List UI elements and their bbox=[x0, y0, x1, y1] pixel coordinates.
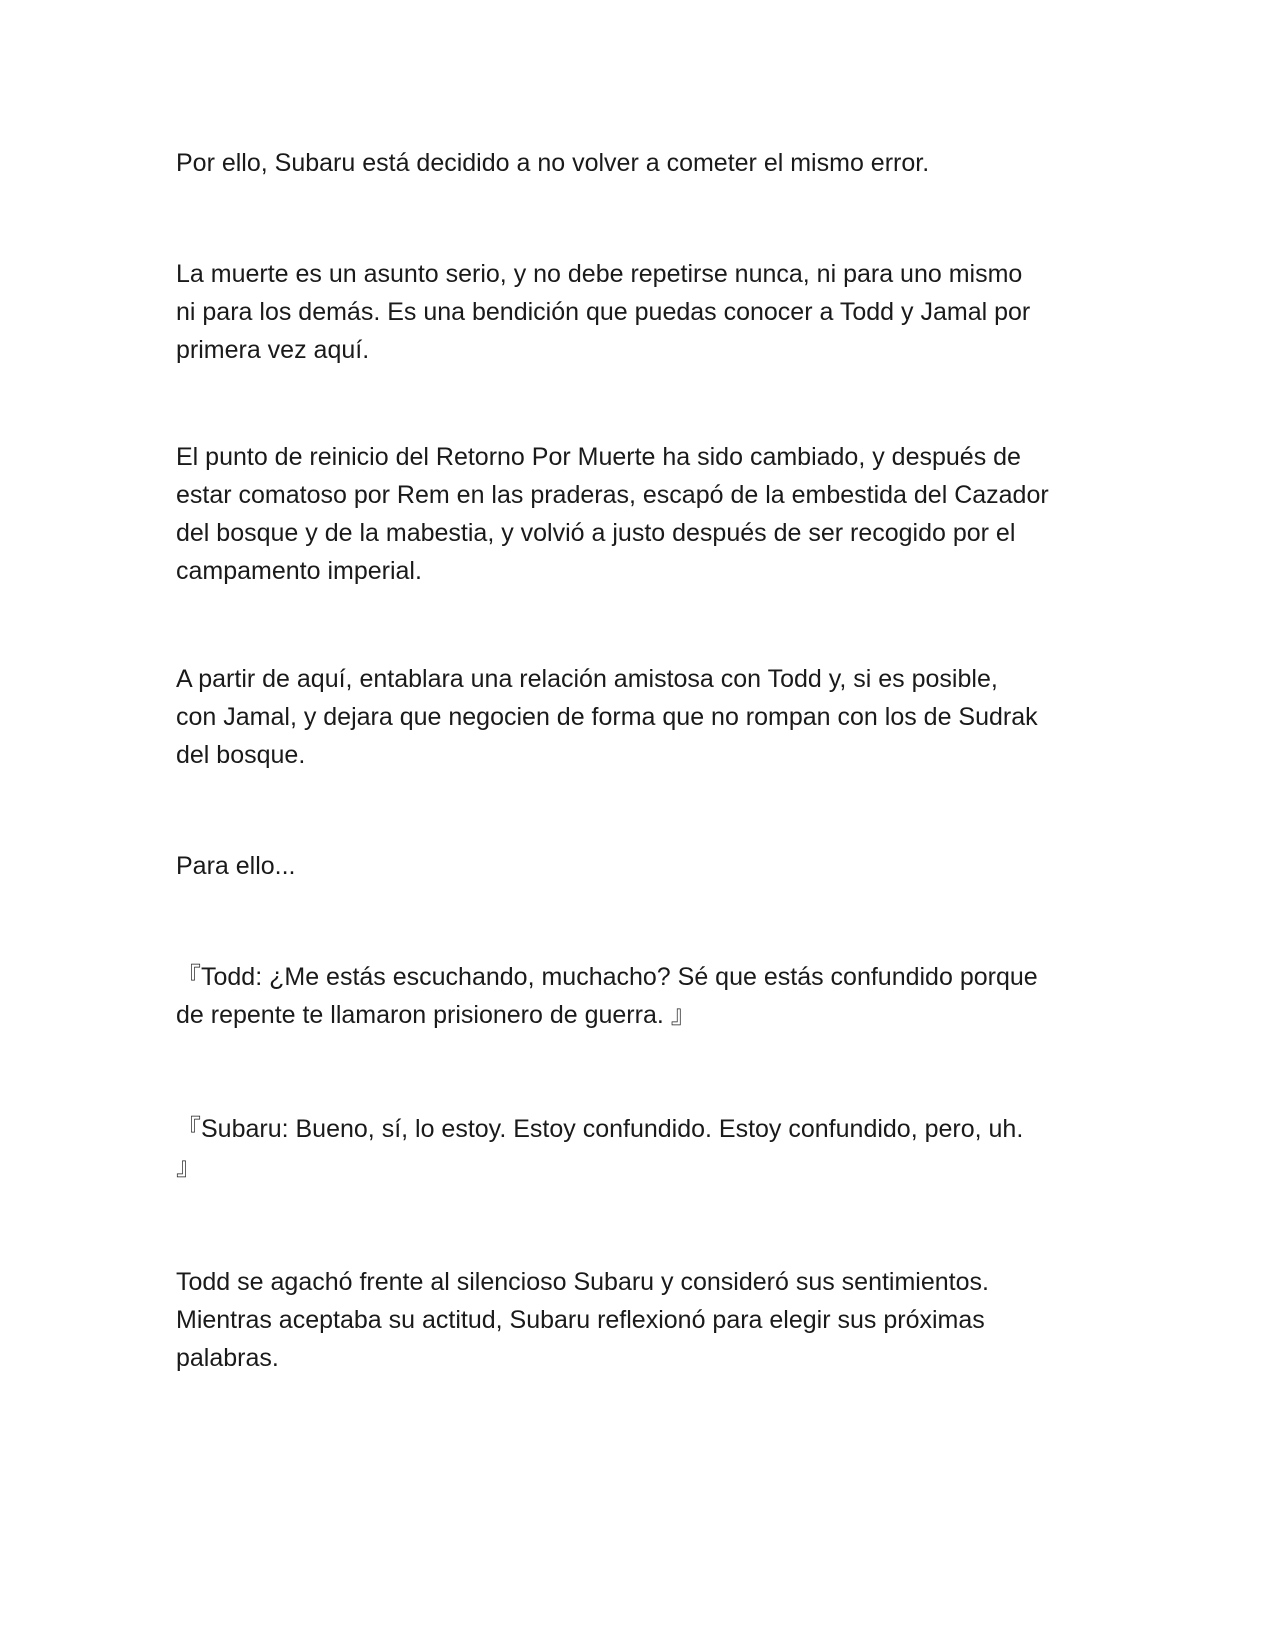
dialogue-todd bbox=[176, 958, 1096, 1034]
text-line: del bosque. bbox=[176, 741, 306, 769]
text-line: La muerte es un asunto serio, y no debe repetirse nunca, ni para uno mismo bbox=[176, 260, 1023, 288]
text-line: primera vez aquí. bbox=[176, 336, 370, 364]
text-line: estar comatoso por Rem en las praderas, escapó de la embestida del Cazador bbox=[176, 481, 1049, 509]
text-line: El punto de reinicio del Retorno Por Muerte ha sido cambiado, y después de bbox=[176, 443, 1021, 471]
text-line: campamento imperial. bbox=[176, 557, 422, 585]
paragraph-1 bbox=[176, 144, 1096, 182]
text-line: Para ello... bbox=[176, 852, 296, 880]
text-line: A partir de aquí, entablara una relación amistosa con Todd y, si es posible, bbox=[176, 665, 998, 693]
text-line: Mientras aceptaba su actitud, Subaru reflexionó para elegir sus próximas bbox=[176, 1306, 985, 1334]
text-line: de repente te llamaron prisionero de guerra. 』 bbox=[176, 1001, 696, 1029]
dialogue-subaru bbox=[176, 1110, 1096, 1186]
text-line: con Jamal, y dejara que negocien de forma que no rompan con los de Sudrak bbox=[176, 703, 1038, 731]
paragraph-4 bbox=[176, 660, 1096, 774]
paragraph-2 bbox=[176, 255, 1096, 369]
text-line: Por ello, Subaru está decidido a no volver a cometer el mismo error. bbox=[176, 149, 930, 177]
paragraph-5 bbox=[176, 847, 1096, 885]
text-line: 『Todd: ¿Me estás escuchando, muchacho? Sé que estás confundido porque bbox=[176, 963, 1038, 991]
text-line: palabras. bbox=[176, 1344, 279, 1372]
text-line: 『Subaru: Bueno, sí, lo estoy. Estoy confundido. Estoy confundido, pero, uh. bbox=[176, 1115, 1024, 1143]
text-line: del bosque y de la mabestia, y volvió a justo después de ser recogido por el bbox=[176, 519, 1016, 547]
paragraph-8 bbox=[176, 1263, 1096, 1377]
paragraph-3 bbox=[176, 438, 1096, 590]
text-line: Todd se agachó frente al silencioso Subaru y consideró sus sentimientos. bbox=[176, 1268, 989, 1296]
text-line: 』 bbox=[176, 1153, 202, 1181]
text-line: ni para los demás. Es una bendición que puedas conocer a Todd y Jamal por bbox=[176, 298, 1031, 326]
